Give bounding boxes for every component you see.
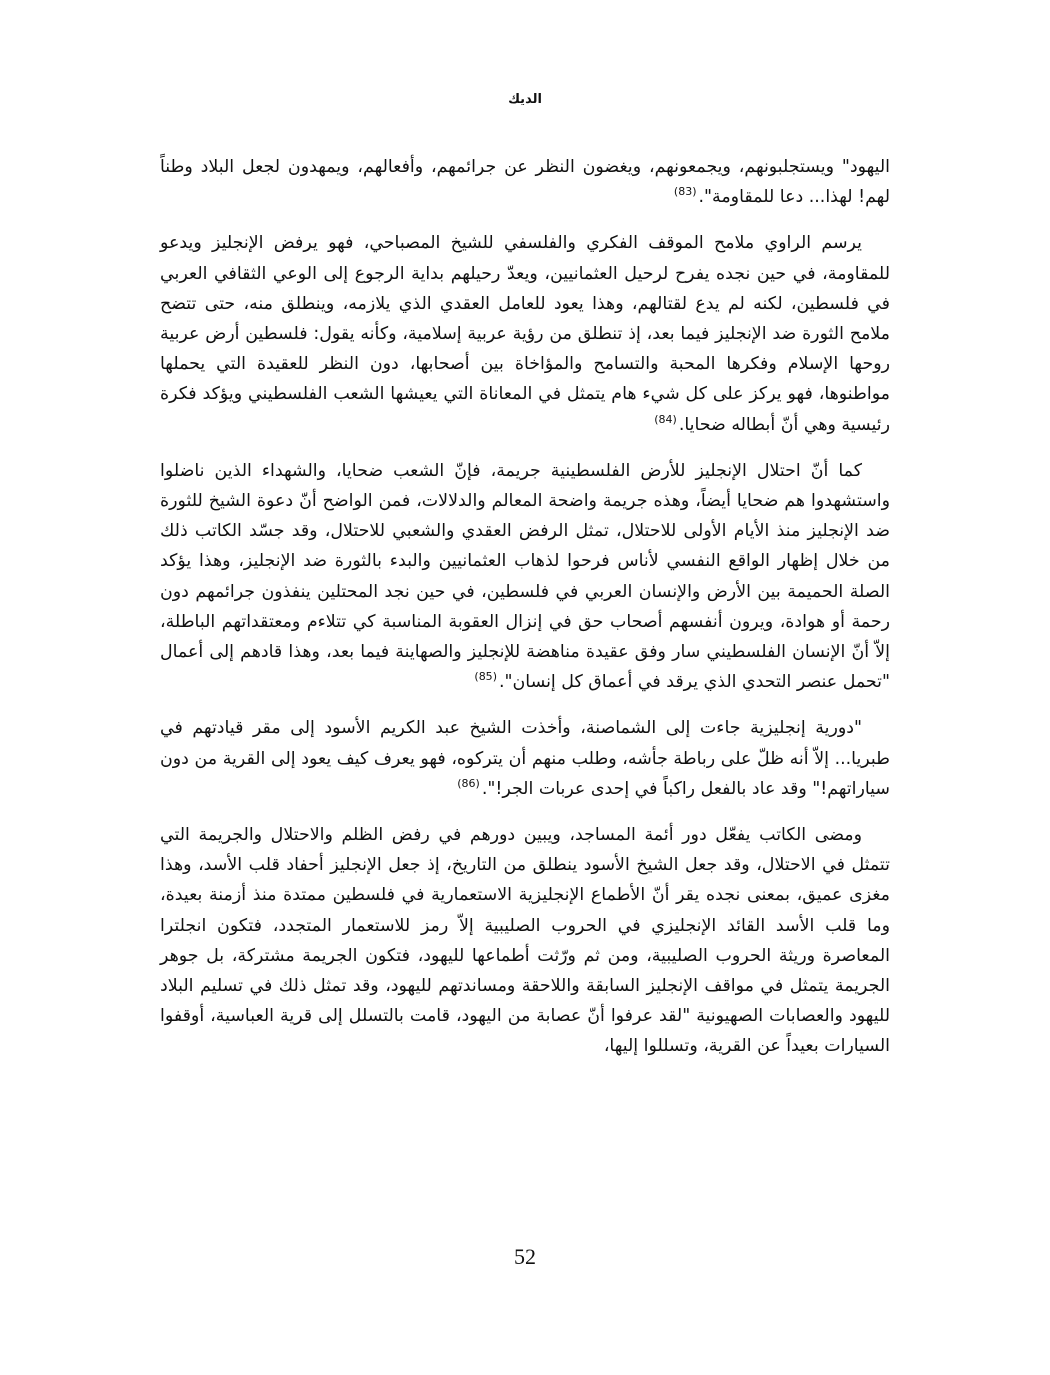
footnote-ref-85[interactable]: (85) [474, 670, 497, 684]
paragraph-2-text: يرسم الراوي ملامح الموقف الفكري والفلسفي للشيخ المصباحي، فهو يرفض الإنجليز ويدعو للمقاومة، في حين نجده يفرح لرحيل العثمانيين، ويعدّ رحيلهم بداية الرجوع إلى الوعي الثقافي العربي في فلسطين، لكنه لم يدع لقتالهم، وهذا يعود للعامل العقدي الذي يلازمه، وينطلق منه، حتى تتضح ملامح الثورة ضد الإنجليز فيما بعد، إذ تنطلق من رؤية عربية إسلامية، وكأنه يقول: فلسطين أرض عربية روحها الإسلام وفكرها المحبة والتسامح والمؤاخاة بين أصحابها، دون النظر للعقيدة التي يحملها مواطنوها، فهو يركز على كل شيء هام يتمثل في المعاناة التي يعيشها الشعب الفلسطيني ويؤكد فكرة رئيسية وهي أنّ أبطاله ضحايا. [160, 233, 890, 435]
paragraph-1-text: اليهود" ويستجلبونهم، ويجمعونهم، ويغضون النظر عن جرائمهم، وأفعالهم، ويمهدون لجعل البلاد وطناً لهم! لهذا... دعا للمقاومة". [160, 157, 890, 208]
footnote-ref-86[interactable]: (86) [457, 777, 480, 791]
paragraph-4-text: "دورية إنجليزية جاءت إلى الشماصنة، وأخذت الشيخ عبد الكريم الأسود إلى مقر قيادتهم في طبريا... إلاّ أنه ظلّ على رباطة جأشه، وطلب منهم أن يتركوه، فهو يعرف كيف يعود إلى القرية من دون سياراتهم!" وقد عاد بالفعل راكباً في إحدى عربات الجر!". [160, 718, 890, 799]
page-number: 52 [514, 1244, 536, 1269]
paragraph-3-text: كما أنّ احتلال الإنجليز للأرض الفلسطينية جريمة، فإنّ الشعب ضحايا، والشهداء الذين ناضلوا واستشهدوا هم ضحايا أيضاً، وهذه جريمة واضحة المعالم والدلالات، فمن الواضح أنّ دعوة الشيخ للثورة ضد الإنجليز منذ الأيام الأولى للاحتلال، تمثل الرفض العقدي والشعبي للاحتلال، وقد جسّد الكاتب ذلك من خلال إظهار الواقع النفسي لأناس فرحوا لذهاب العثمانيين والبدء بالثورة ضد الإنجليز، وهذا يؤكد الصلة الحميمة بين الأرض والإنسان العربي في فلسطين، في حين نجد المحتلين ينفذون جرائمهم دون رحمة أو هوادة، ويرون أنفسهم أصحاب حق في إنزال العقوبة المناسبة كي تتلاءم ومعتقداتهم الباطلة، إلاّ أنّ الإنسان الفلسطيني سار وفق عقيدة مناهضة للإنجليز والصهاينة فيما بعد، وهذا قادهم إلى أعمال "تحمل عنصر التحدي الذي يرقد في أعماق كل إنسان". [160, 460, 890, 693]
paragraph-3 [160, 456, 890, 698]
paragraph-2 [160, 228, 890, 439]
paragraph-5-text: ومضى الكاتب يفعّل دور أئمة المساجد، ويبين دورهم في رفض الظلم والاحتلال والجريمة التي تتمثل في الاحتلال، وقد جعل الشيخ الأسود ينطلق من التاريخ، إذ جعل الإنجليز أحفاد قلب الأسد، وهذا مغزى عميق، بمعنى نجده يقر أنّ الأطماع الإنجليزية الاستعمارية في فلسطين ممتدة منذ أزمنة بعيدة، وما قلب الأسد القائد الإنجليزي في الحروب الصليبية إلاّ رمز للاستعمار المتجدد، فتكون انجلترا المعاصرة وريثة الحروب الصليبية، ومن ثم ورّثت أطماعها لليهود، فتكون الجريمة مشتركة، بل جوهر الجريمة يتمثل في مواقف الإنجليز السابقة واللاحقة ومساندتهم لليهود، وقد تمثل ذلك في تسليم البلاد لليهود والعصابات الصهيونية "لقد عرفوا أنّ عصابة من اليهود، قامت بالتسلل إلى قرية العباسية، أوقفوا السيارات بعيداً عن القرية، وتسللوا إليها، [160, 825, 890, 1057]
footnote-ref-84[interactable]: (84) [654, 412, 677, 426]
running-header: الديك [508, 92, 542, 107]
body-text [160, 152, 890, 1062]
paragraph-4-quote [160, 713, 890, 804]
paragraph-1 [160, 152, 890, 212]
paragraph-5 [160, 820, 890, 1062]
footnote-ref-83[interactable]: (83) [673, 185, 697, 199]
